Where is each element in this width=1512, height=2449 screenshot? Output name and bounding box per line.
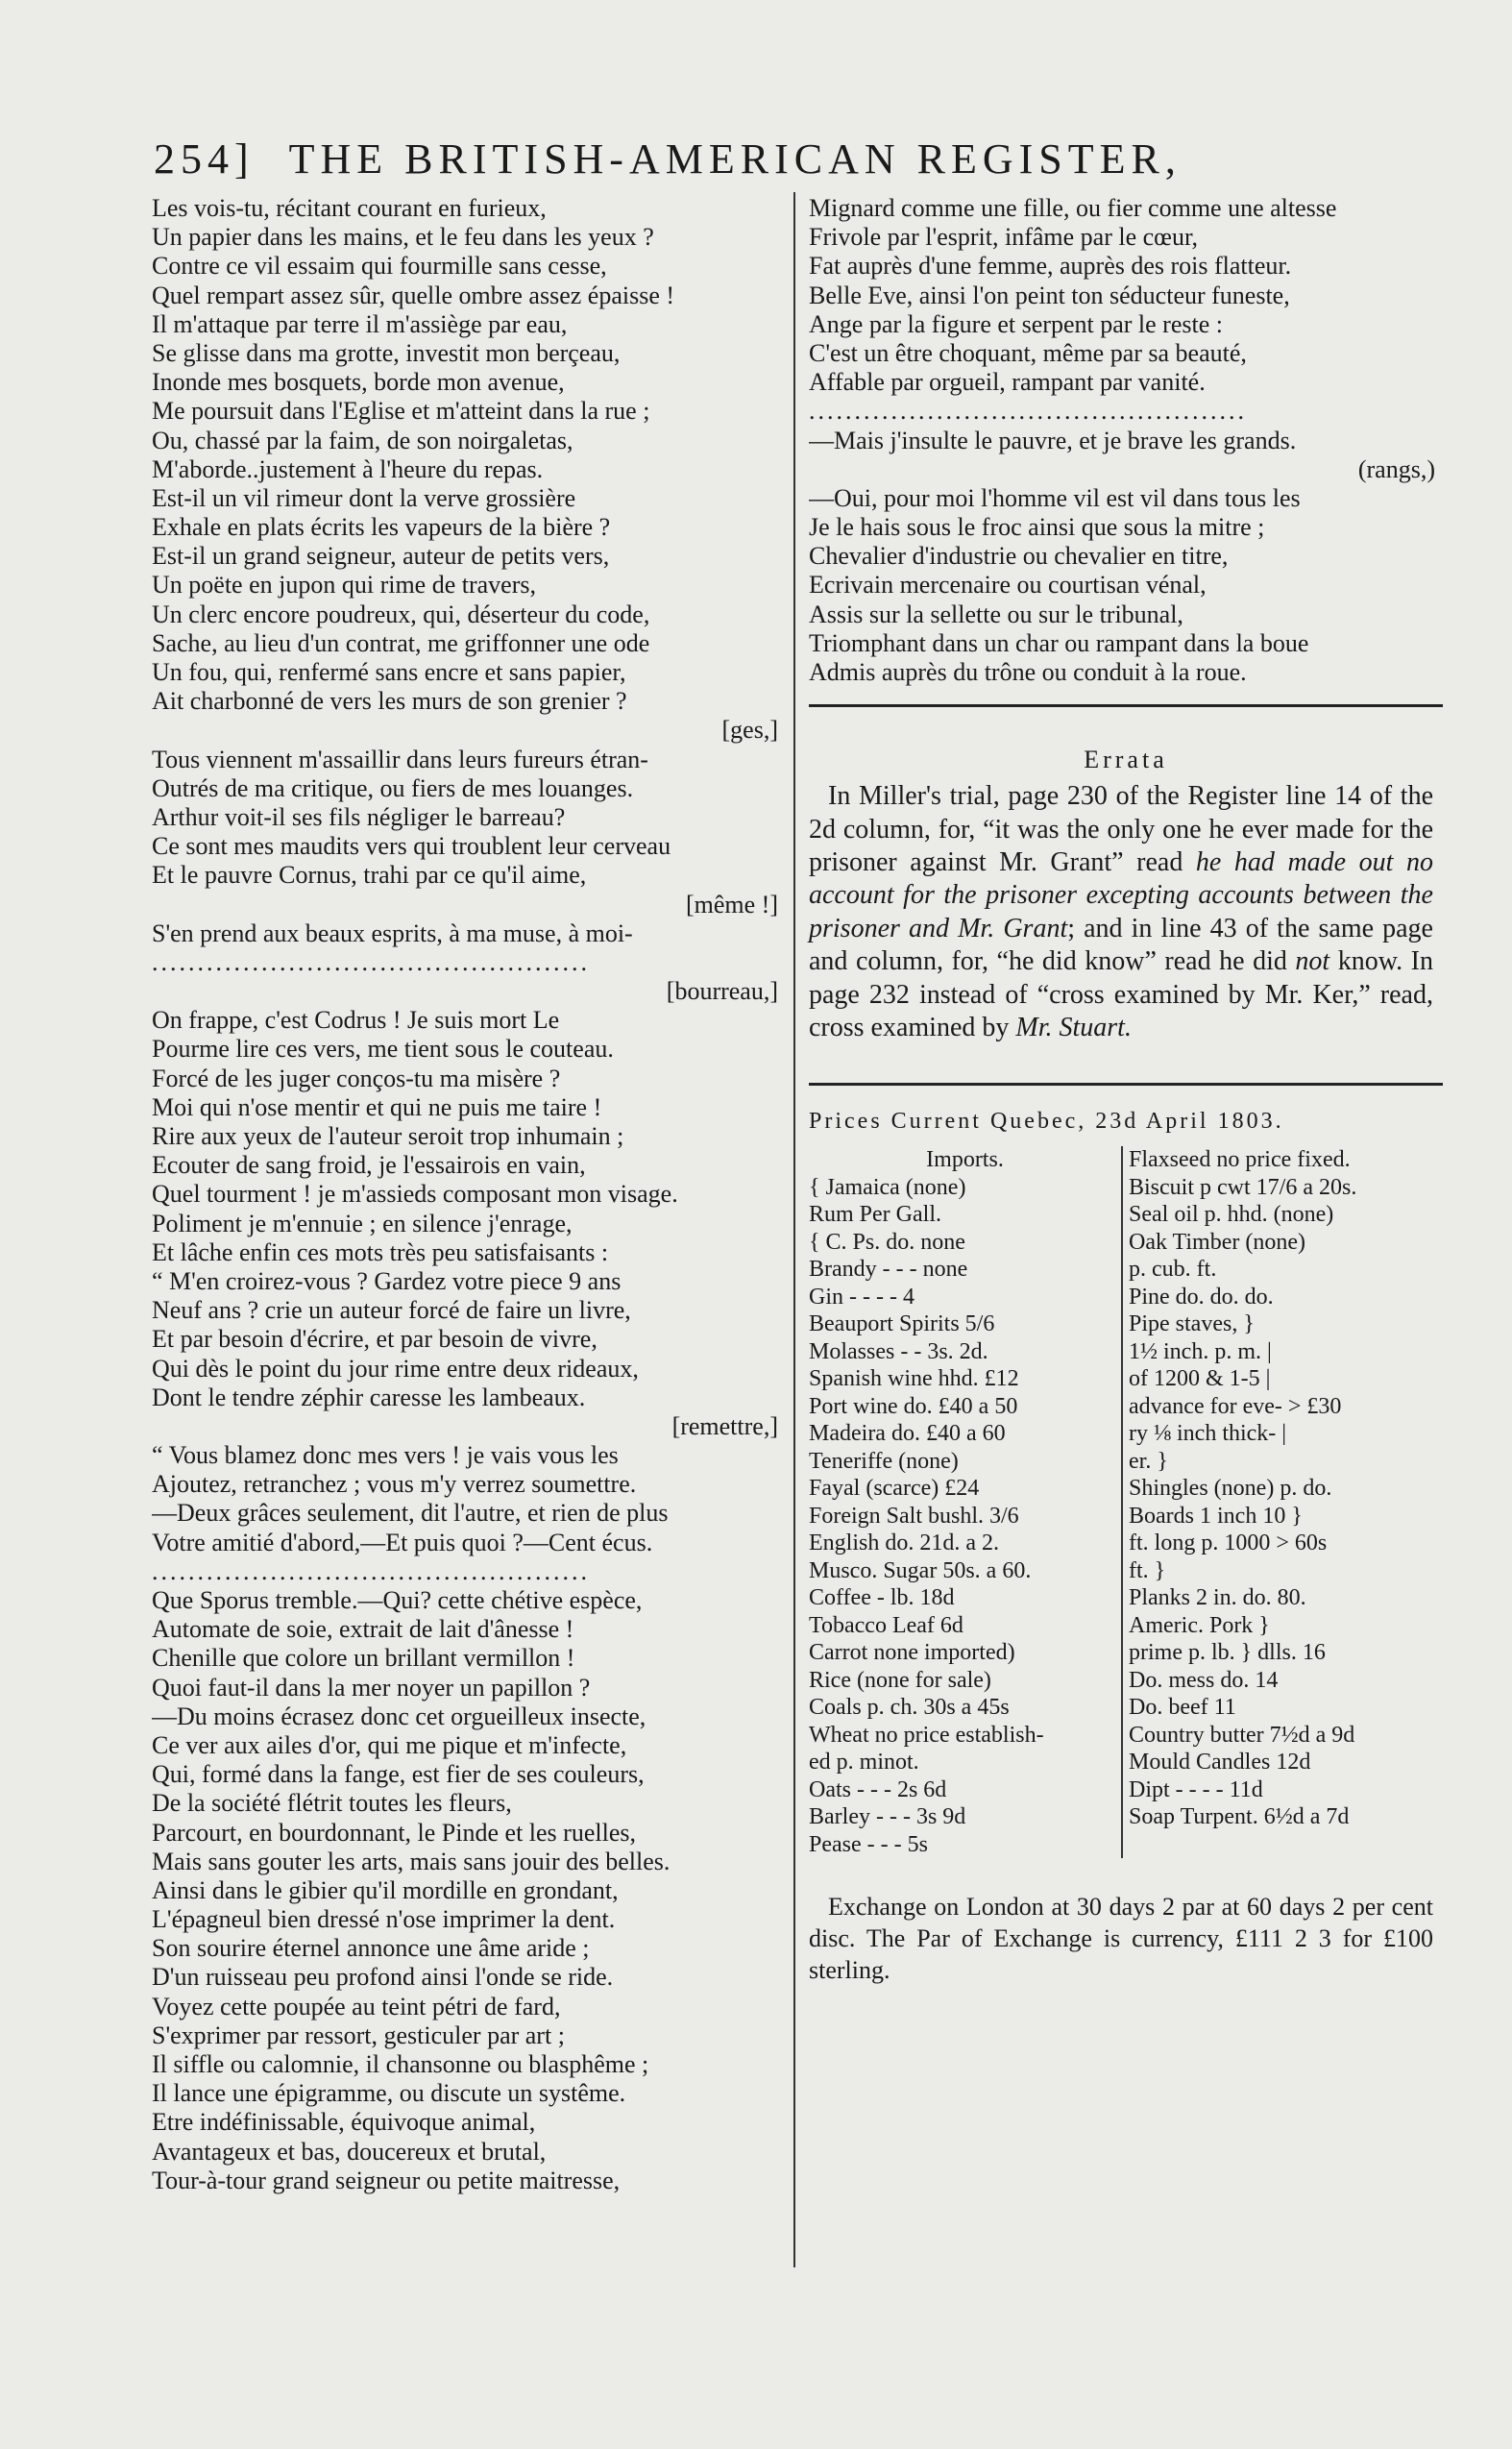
prices-table [809, 1146, 1443, 1858]
price-line: Boards 1 inch 10 } [1129, 1503, 1303, 1529]
text-line: C'est un être choquant, même par sa beauté, [809, 338, 1247, 367]
text-line: De la société flétrit toutes les fleurs, [152, 1789, 512, 1818]
page-header [154, 135, 1441, 192]
column-divider [793, 192, 795, 2267]
text-line: Admis auprès du trône ou conduit à la roue. [809, 658, 1247, 686]
text-line: Et par besoin d'écrire, et par besoin de vivre, [152, 1325, 597, 1354]
text-line: Un poëte en jupon qui rime de travers, [152, 571, 536, 600]
price-line: Soap Turpent. 6½d a 7d [1129, 1804, 1350, 1830]
text-line: Assis sur la sellette ou sur le tribunal, [809, 600, 1183, 628]
text-line: Je le hais sous le froc ainsi que sous la mitre ; [809, 513, 1265, 542]
text-line: Pourme lire ces vers, me tient sous le couteau. [152, 1035, 614, 1064]
price-line: Americ. Pork } [1129, 1612, 1270, 1638]
section-rule [809, 1083, 1443, 1086]
text-line: Outrés de ma critique, ou fiers de mes louanges. [152, 773, 634, 802]
price-line: Country butter 7½d a 9d [1129, 1722, 1355, 1748]
text-line: Que Sporus tremble.—Qui? cette chétive espèce, [152, 1586, 643, 1614]
text-line: Ce sont mes maudits vers qui troublent leur cerveau [152, 832, 671, 861]
text-line: Me poursuit dans l'Eglise et m'atteint dans la rue ; [152, 397, 650, 426]
text-line: ................................................ [152, 947, 590, 976]
price-line: Pine do. do. do. [1129, 1284, 1274, 1310]
text-line: M'aborde..justement à l'heure du repas. [152, 454, 544, 483]
text-line: —Mais j'insulte le pauvre, et je brave les grands. [809, 426, 1297, 454]
text-line: “ M'en croirez-vous ? Gardez votre piece 9 ans [152, 1266, 622, 1295]
text-line: Avantageux et bas, doucereux et brutal, [152, 2137, 547, 2166]
text-line: Automate de soie, extrait de lait d'ânesse ! [152, 1615, 574, 1644]
text-line: Ce ver aux ailes d'or, qui me pique et m'infecte, [152, 1730, 627, 1759]
price-line: Mould Candles 12d [1129, 1750, 1311, 1776]
text-line: Il m'attaque par terre il m'assiège par eau, [152, 309, 568, 338]
errata-part: In Miller's trial, page 230 of the Register line 14 of the 2d column, for, “it was the only one he ever made for the prisoner against Mr. Grant” read [809, 781, 1433, 877]
text-line: Triomphant dans un char ou rampant dans la boue [809, 628, 1309, 657]
errata-italic-part: he had made out no account for the prisoner excepting accounts between the prisoner and Mr. Grant [809, 847, 1433, 943]
text-line: Voyez cette poupée au teint pétri de fard, [152, 1992, 561, 2020]
text-line: Votre amitié d'abord,—Et puis quoi ?—Cent écus. [152, 1528, 653, 1556]
price-line: Seal oil p. hhd. (none) [1129, 1202, 1334, 1228]
text-line: On frappe, c'est Codrus ! Je suis mort Le [152, 1006, 560, 1035]
price-line: { C. Ps. do. none [809, 1229, 965, 1255]
text-line: Moi qui n'ose mentir et qui ne puis me taire ! [152, 1092, 602, 1121]
price-line: ry ⅛ inch thick- | [1129, 1421, 1287, 1447]
price-line: Carrot none imported) [809, 1640, 1015, 1666]
price-line: English do. 21d. a 2. [809, 1531, 999, 1556]
errata-title: Errata [1084, 746, 1168, 774]
price-line: Imports. [926, 1147, 1004, 1173]
text-line: Belle Eve, ainsi l'on peint ton séducteur funeste, [809, 281, 1290, 309]
text-line: D'un ruisseau peu profond ainsi l'onde se ride. [152, 1963, 614, 1992]
price-line: Madeira do. £40 a 60 [809, 1421, 1006, 1447]
text-line: Poliment je m'ennuie ; en silence j'enrage, [152, 1209, 573, 1237]
text-line: [ges,] [721, 716, 778, 745]
text-line: Frivole par l'esprit, infâme par le cœur, [809, 223, 1199, 252]
price-line: Molasses - - 3s. 2d. [809, 1338, 988, 1364]
price-line: Port wine do. £40 a 50 [809, 1393, 1018, 1419]
text-line: Forcé de les juger conços-tu ma misère ? [152, 1064, 561, 1092]
text-line: Ecrivain mercenaire ou courtisan vénal, [809, 571, 1207, 600]
price-line: Flaxseed no price fixed. [1129, 1147, 1351, 1173]
text-line: Ainsi dans le gibier qu'il mordille en grondant, [152, 1875, 619, 1904]
text-line: Affable par orgueil, rampant par vanité. [809, 368, 1206, 397]
price-line [1129, 1831, 1441, 1859]
text-line: “ Vous blamez donc mes vers ! je vais vous les [152, 1441, 619, 1470]
prices-title: Prices Current Quebec, 23d April 1803. [809, 1109, 1284, 1135]
text-line: (rangs,) [1357, 454, 1435, 483]
text-line: [remettre,] [671, 1411, 778, 1440]
price-line: advance for eve- > £30 [1129, 1393, 1342, 1419]
text-line: L'épagneul bien dressé n'ose imprimer la dent. [152, 1905, 616, 1934]
text-line: Tous viennent m'assaillir dans leurs fureurs étran- [152, 745, 648, 773]
section-rule [809, 704, 1443, 707]
text-line: Ecouter de sang froid, je l'essairois en vain, [152, 1151, 586, 1180]
text-line: Chevalier d'industrie ou chevalier en titre, [809, 542, 1229, 571]
text-line: [bourreau,] [666, 977, 778, 1006]
price-line: Brandy - - - none [809, 1257, 968, 1283]
text-line: Se glisse dans ma grotte, investit mon berçeau, [152, 338, 621, 367]
text-line: Arthur voit-il ses fils négliger le barreau? [152, 802, 566, 831]
text-line: Tour-à-tour grand seigneur ou petite maitresse, [152, 2166, 621, 2194]
right-column [809, 194, 1443, 1986]
price-line: ft. long p. 1000 > 60s [1129, 1531, 1328, 1556]
text-line: Ange par la figure et serpent par le reste : [809, 309, 1223, 338]
price-line: Biscuit p cwt 17/6 a 20s. [1129, 1174, 1357, 1200]
price-line: Pease - - - 5s [809, 1831, 928, 1857]
text-line: Dont le tendre zéphir caresse les lambeaux. [152, 1383, 586, 1411]
price-line: ft. } [1129, 1557, 1166, 1583]
text-line: Qui dès le point du jour rime entre deux rideaux, [152, 1354, 639, 1383]
text-line: ................................................ [809, 397, 1247, 426]
price-line: Coffee - lb. 18d [809, 1585, 955, 1611]
text-line: [même !] [685, 890, 778, 918]
price-line: Beauport Spirits 5/6 [809, 1311, 995, 1337]
text-line: Exhale en plats écrits les vapeurs de la bière ? [152, 513, 611, 542]
text-line: Etre indéfinissable, équivoque animal, [152, 2108, 536, 2137]
text-line: Un clerc encore poudreux, qui, déserteur du code, [152, 600, 650, 628]
text-line: Et lâche enfin ces mots très peu satisfaisants : [152, 1237, 609, 1266]
errata-part: know. In page 232 instead of “cross examined by Mr. Ker,” read, cross examined by [809, 946, 1434, 1043]
text-line: Ajoutez, retranchez ; vous m'y verrez soumettre. [152, 1470, 637, 1499]
price-line: Teneriffe (none) [809, 1448, 959, 1474]
text-line: S'exprimer par ressort, gesticuler par art ; [152, 2020, 565, 2049]
text-line: Inonde mes bosquets, borde mon avenue, [152, 368, 565, 397]
price-line: er. } [1129, 1448, 1168, 1474]
errata-italic-part: not [1295, 946, 1330, 977]
poem-continuation [809, 194, 1443, 687]
text-line: —Deux grâces seulement, dit l'autre, et rien de plus [152, 1499, 669, 1528]
left-column-poem [152, 194, 786, 2195]
price-line: ed p. minot. [809, 1750, 919, 1776]
text-line: Qui, formé dans la fange, est fier de ses couleurs, [152, 1760, 645, 1789]
prices-current-section [809, 1109, 1443, 1986]
price-line: Foreign Salt bushl. 3/6 [809, 1503, 1019, 1529]
price-line: Tobacco Leaf 6d [809, 1612, 963, 1638]
price-line: Rice (none for sale) [809, 1667, 991, 1693]
price-line: Do. beef 11 [1129, 1695, 1236, 1721]
text-line: Mais sans gouter les arts, mais sans jouir des belles. [152, 1847, 671, 1875]
text-line: S'en prend aux beaux esprits, à ma muse, à moi- [152, 918, 633, 947]
text-line: —Du moins écrasez donc cet orgueilleux insecte, [152, 1702, 646, 1730]
text-line: Les vois-tu, récitant courant en furieux, [152, 194, 547, 222]
price-line: Wheat no price establish- [809, 1722, 1044, 1748]
text-line: Quel tourment ! je m'assieds composant mon visage. [152, 1180, 678, 1209]
text-line: Est-il un grand seigneur, auteur de petits vers, [152, 542, 610, 571]
text-line: Ou, chassé par la faim, de son noirgaletas, [152, 426, 573, 454]
price-line: Coals p. ch. 30s a 45s [809, 1695, 1010, 1721]
text-line: Son sourire éternel annonce une âme aride ; [152, 1934, 590, 1963]
imports-column [809, 1146, 1123, 1858]
text-line: Et le pauvre Cornus, trahi par ce qu'il aime, [152, 861, 587, 890]
exchange-note: Exchange on London at 30 days 2 par at 60 days 2 per cent disc. The Par of Exchange is currency, £111 2 3 for £100 sterling. [809, 1893, 1433, 1985]
text-line: Quel rempart assez sûr, quelle ombre assez épaisse ! [152, 281, 675, 309]
text-line: Il siffle ou calomnie, il chansonne ou blasphême ; [152, 2050, 649, 2078]
text-line: Il lance une épigramme, ou discute un systême. [152, 2079, 626, 2108]
price-line: Planks 2 in. do. 80. [1129, 1585, 1306, 1611]
price-line: Barley - - - 3s 9d [809, 1804, 966, 1830]
text-line: Rire aux yeux de l'auteur seroit trop inhumain ; [152, 1122, 624, 1150]
price-line: Shingles (none) p. do. [1129, 1476, 1332, 1502]
price-line: p. cub. ft. [1129, 1257, 1217, 1283]
publication-title: THE BRITISH-AMERICAN REGISTER, [288, 135, 1182, 183]
text-line: Est-il un vil rimeur dont la verve grossière [152, 483, 576, 512]
text-line: —Oui, pour moi l'homme vil est vil dans tous les [809, 483, 1301, 512]
text-line: Ait charbonné de vers les murs de son grenier ? [152, 687, 627, 716]
price-line: Fayal (scarce) £24 [809, 1476, 980, 1502]
errata-part: ; and in line 43 of the same page and column, for, “he did know” read he did [809, 913, 1433, 977]
price-line: { Jamaica (none) [809, 1174, 966, 1200]
text-line: Mignard comme une fille, ou fier comme une altesse [809, 194, 1337, 222]
price-line: of 1200 & 1-5 | [1129, 1366, 1271, 1392]
text-line: Un papier dans les mains, et le feu dans les yeux ? [152, 223, 654, 252]
price-line: Spanish wine hhd. £12 [809, 1366, 1019, 1392]
text-line: Un fou, qui, renfermé sans encre et sans papier, [152, 658, 626, 686]
price-line: Pipe staves, } [1129, 1311, 1255, 1337]
price-line: Oak Timber (none) [1129, 1229, 1305, 1255]
text-line: Chenille que colore un brillant vermillon ! [152, 1644, 575, 1673]
text-line: Fat auprès d'une femme, auprès des rois flatteur. [809, 252, 1292, 281]
price-line: Musco. Sugar 50s. a 60. [809, 1557, 1032, 1583]
price-line: prime p. lb. } dlls. 16 [1129, 1640, 1326, 1666]
page-number: 254] [154, 135, 255, 183]
price-line: 1½ inch. p. m. | [1129, 1338, 1272, 1364]
text-line: Neuf ans ? crie un auteur forcé de faire un livre, [152, 1296, 631, 1325]
text-line: Parcourt, en bourdonnant, le Pinde et les ruelles, [152, 1818, 636, 1847]
price-line: Gin - - - - 4 [809, 1284, 915, 1310]
text-line: Contre ce vil essaim qui fourmille sans cesse, [152, 252, 607, 281]
errata-section [809, 746, 1443, 1044]
price-line: Do. mess do. 14 [1129, 1667, 1279, 1693]
text-line: ................................................ [152, 1556, 590, 1585]
text-line: Quoi faut-il dans la mer noyer un papillon ? [152, 1673, 591, 1702]
price-line: Oats - - - 2s 6d [809, 1776, 947, 1802]
price-line: Dipt - - - - 11d [1129, 1776, 1263, 1802]
errata-italic-part: Mr. Stuart. [1015, 1013, 1132, 1043]
exports-column [1123, 1146, 1441, 1858]
text-line: Sache, au lieu d'un contrat, me griffonner une ode [152, 628, 650, 657]
price-line: Rum Per Gall. [809, 1202, 941, 1228]
errata-text [809, 780, 1433, 1044]
